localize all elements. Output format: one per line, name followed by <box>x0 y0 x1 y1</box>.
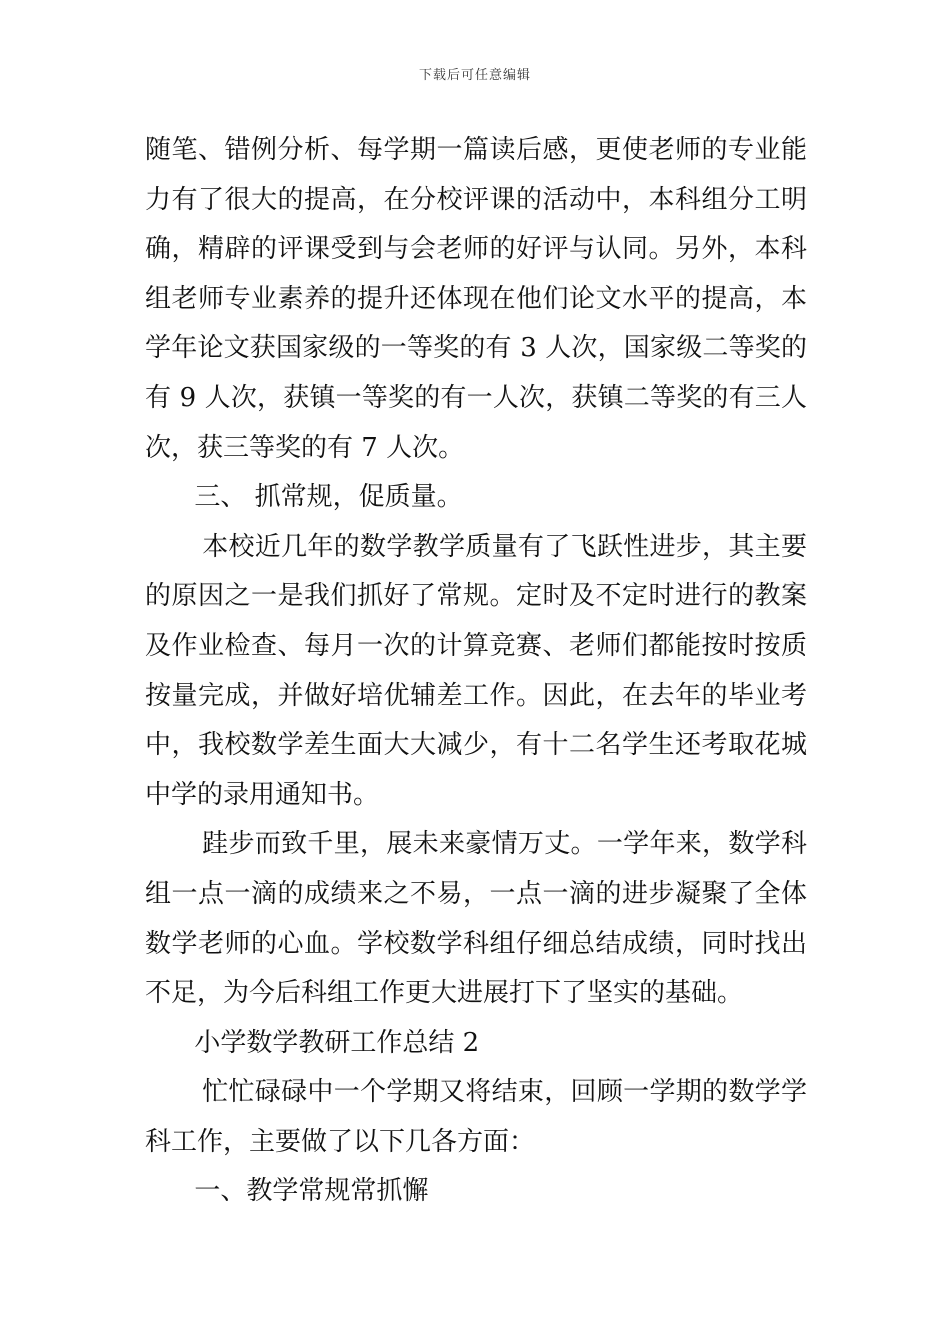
section-heading-3: 三、 抓常规，促质量。 <box>194 482 463 513</box>
summary-2-title: 小学数学教研工作总结 2 <box>194 1027 480 1058</box>
paragraph-quality: 本校近几年的数学教学质量有了飞跃性进步，其主要的原因之一是我们抓好了常规。定时及不定时进行的教案及作业检查、每月一次的计算竞赛、老师们都能按时按质按量完成，并做好培优辅差工作。因此，在去年的毕业考中，我校数学差生面大大减少，有十二名学生还考取花城中学的录用通知书。 <box>145 531 807 810</box>
paragraph-continuation: 随笔、错例分析、每学期一篇读后感，更使老师的专业能力有了很大的提高，在分校评课的活动中，本科组分工明确，精辟的评课受到与会老师的好评与认同。另外，本科组老师专业素养的提升还体现在他们论文水平的提高，本学年论文获国家级的一等奖的有 3 人次，国家级二等奖的有 9 人次，获镇一等奖的有一人次，获镇二等奖的有三人次，获三等奖的有 7 人次。 <box>145 135 807 463</box>
document-body <box>145 126 807 1217</box>
page-header: 下载后可任意编辑 <box>418 68 531 83</box>
paragraph-intro: 忙忙碌碌中一个学期又将结束，回顾一学期的数学学科工作，主要做了以下几各方面： <box>145 1077 807 1157</box>
paragraph-conclusion: 跬步而致千里，展未来豪情万丈。一学年来，数学科组一点一滴的成绩来之不易，一点一滴的进步凝聚了全体数学老师的心血。学校数学科组仔细总结成绩，同时找出不足，为今后科组工作更大进展打下了坚实的基础。 <box>145 829 807 1009</box>
section-heading-1: 一、教学常规常抓懈 <box>194 1176 429 1207</box>
